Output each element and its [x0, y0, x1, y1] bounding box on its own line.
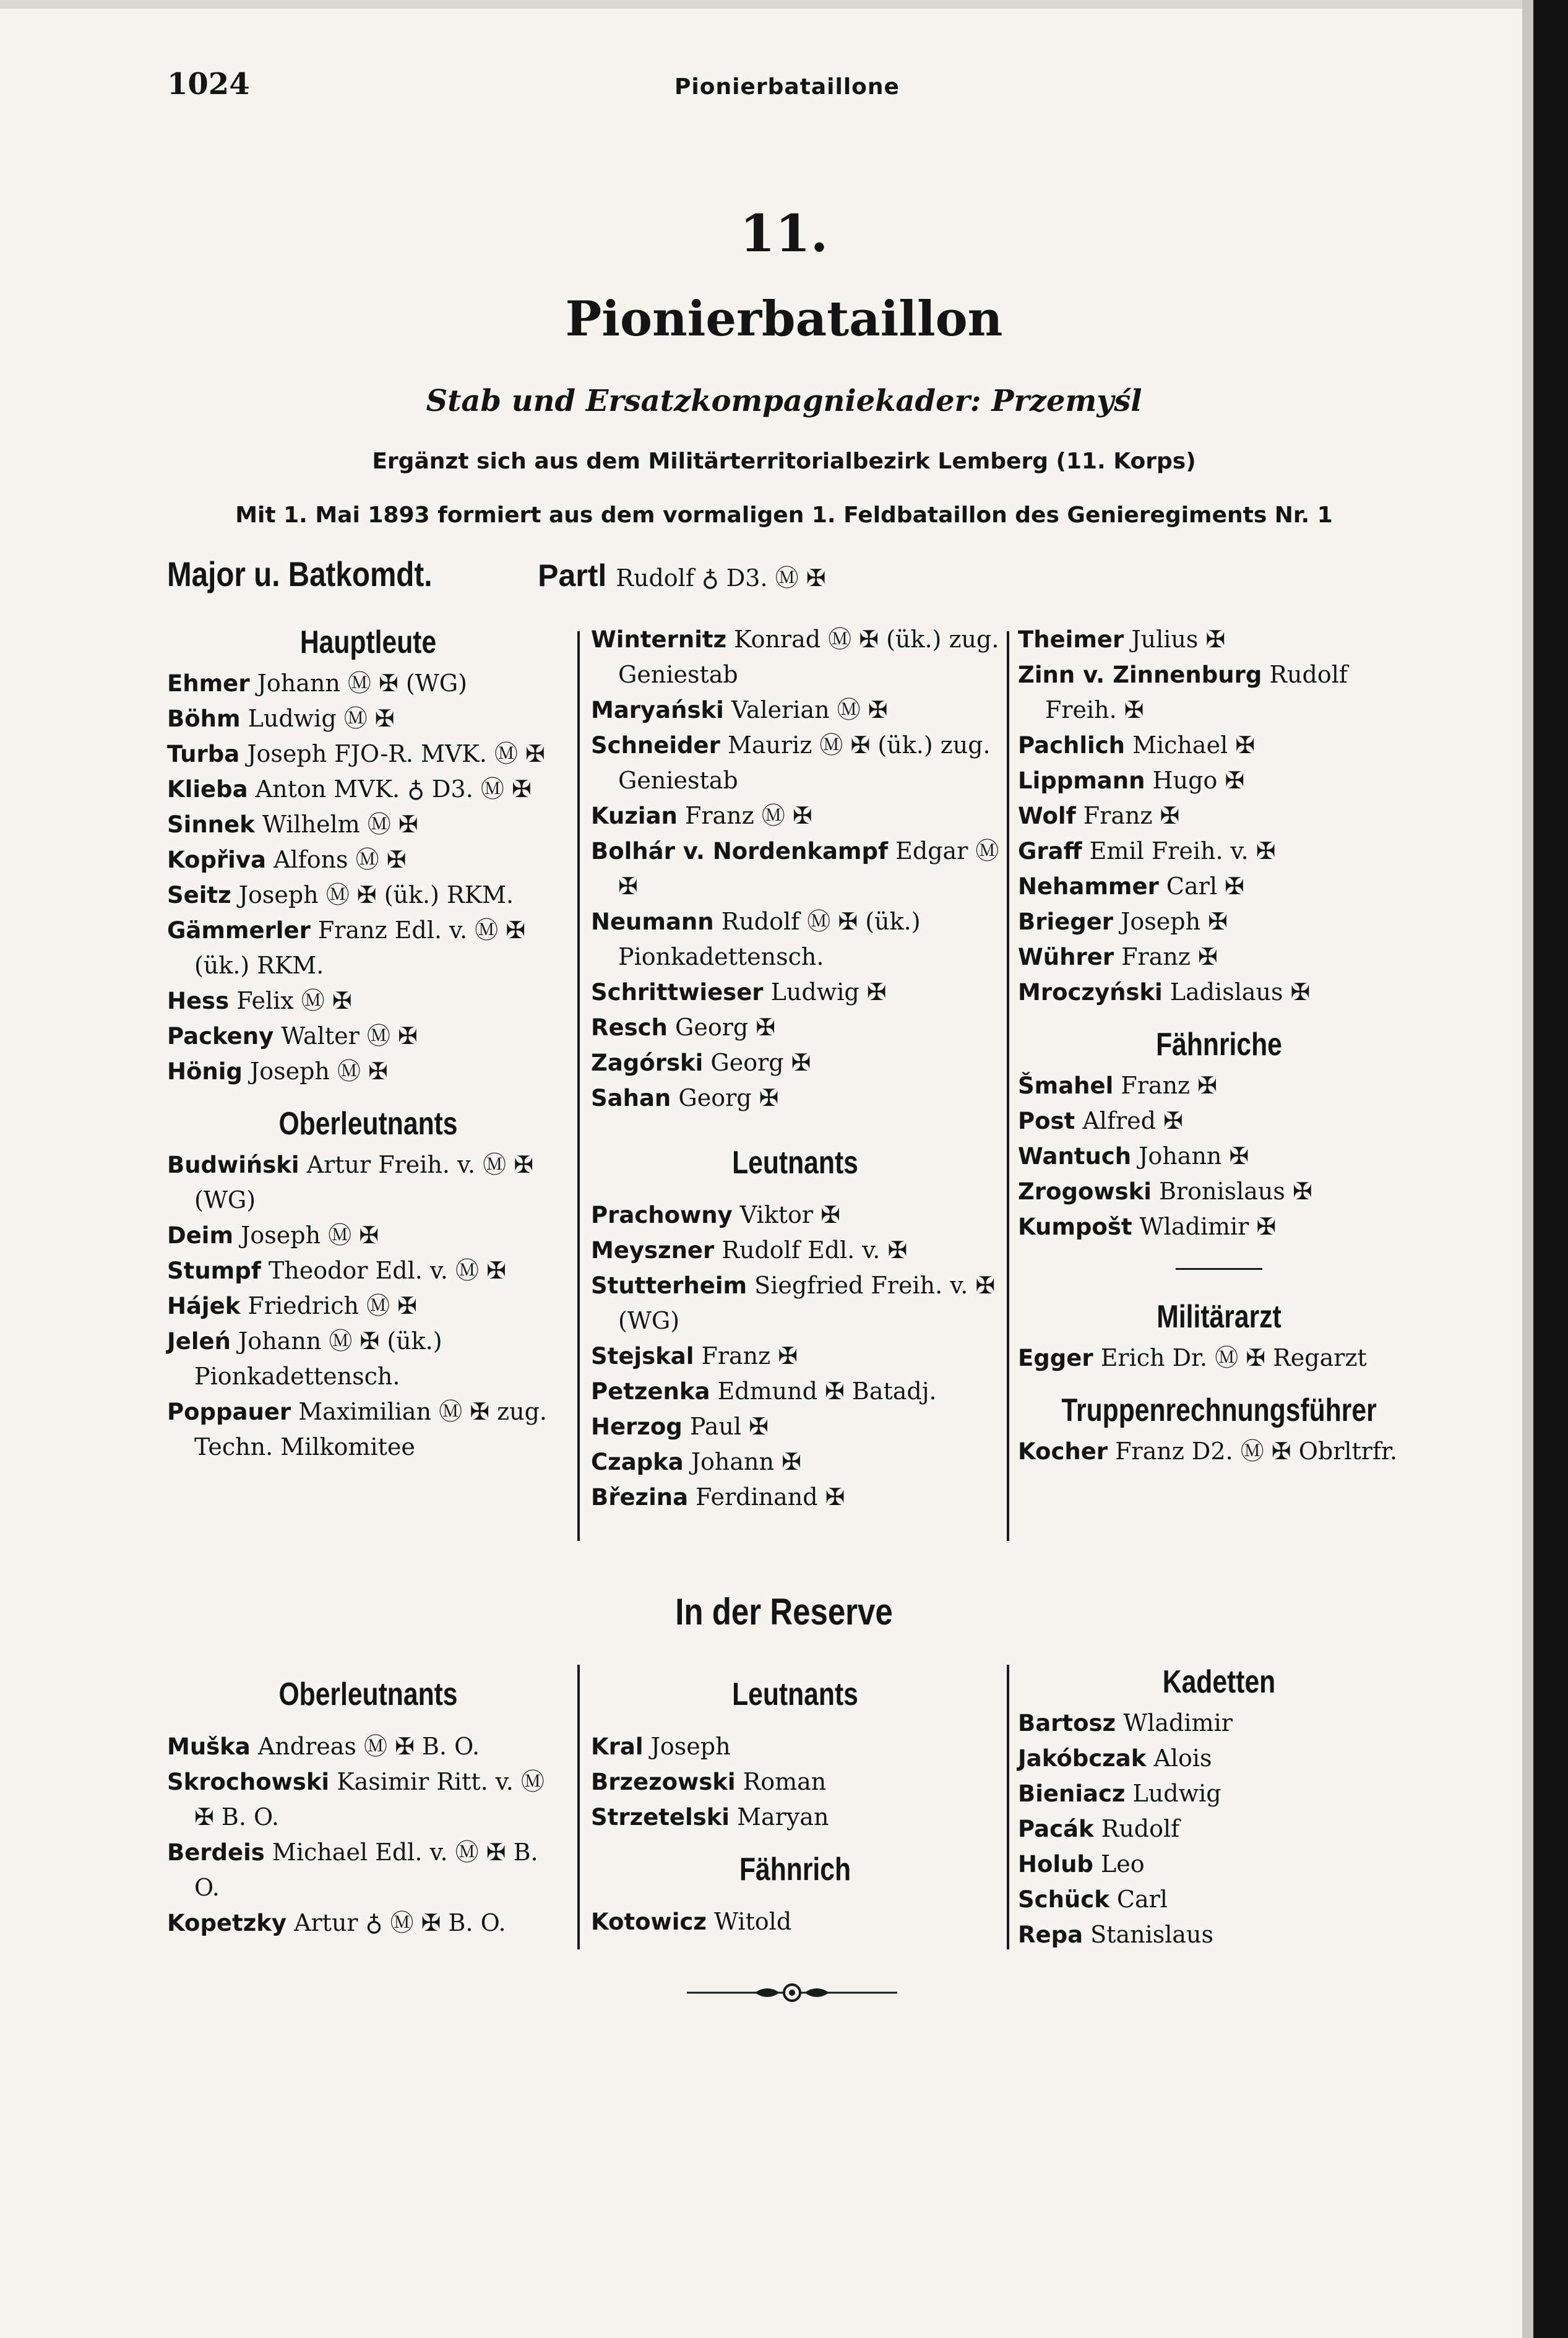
- entry-surname: Nehammer: [1018, 873, 1159, 900]
- roster-entry: [1018, 975, 1420, 1010]
- roster-entry: [591, 1268, 999, 1339]
- entry-details: Artur Freih. v. Ⓜ ✠ (WG): [194, 1151, 534, 1214]
- entry-details: Ladislaus ✠: [1170, 978, 1311, 1006]
- list-reserve-oberleutnants: [167, 1729, 569, 1941]
- roster-entry: [1018, 1847, 1420, 1882]
- entry-details: Wladimir ✠: [1139, 1213, 1277, 1240]
- roster-entry: [167, 983, 569, 1019]
- entry-details: Joseph Ⓜ ✠: [241, 1222, 379, 1249]
- entry-details: Edmund ✠ Batadj.: [717, 1378, 937, 1405]
- entry-details: Artur ♁ Ⓜ ✠ B. O.: [294, 1909, 506, 1936]
- roster-entry: [1018, 1434, 1420, 1469]
- subtitle-place: Przemyśl: [991, 384, 1142, 418]
- roster-entry: [167, 736, 569, 772]
- entry-surname: Post: [1018, 1108, 1075, 1134]
- roster-entry: [591, 622, 999, 692]
- roster-entry: [167, 701, 569, 736]
- entry-surname: Zagórski: [591, 1050, 704, 1076]
- entry-surname: Sahan: [591, 1085, 671, 1111]
- entry-surname: Kumpošt: [1018, 1214, 1132, 1240]
- entry-details: Carl ✠: [1166, 873, 1244, 900]
- commander-name: Partl: [538, 558, 607, 593]
- entry-details: Viktor ✠: [739, 1201, 840, 1228]
- entry-details: Johann Ⓜ ✠ (ük.) Pionkadettensch.: [194, 1327, 442, 1390]
- running-head: Pionierbataillone: [674, 74, 900, 100]
- list-hauptleute-cont: [591, 622, 999, 1116]
- entry-details: Johann Ⓜ ✠ (WG): [257, 670, 467, 697]
- entry-surname: Zinn v. Zinnenburg: [1018, 662, 1262, 688]
- recruitment-info: Ergänzt sich aus dem Militärterritorialbezirk Lemberg (11. Korps): [372, 449, 1196, 474]
- entry-surname: Stumpf: [167, 1257, 261, 1284]
- roster-entry: [591, 798, 999, 834]
- roster-entry: [1018, 939, 1420, 975]
- roster-entry: [1018, 1917, 1420, 1952]
- entry-surname: Březina: [591, 1484, 689, 1511]
- entry-surname: Egger: [1018, 1345, 1093, 1371]
- entry-details: Franz Edl. v. Ⓜ ✠ (ük.) RKM.: [194, 917, 526, 979]
- reserve-heading: In der Reserve: [675, 1591, 893, 1633]
- formation-info: Mit 1. Mai 1893 formiert aus dem vormaligen 1. Feldbataillon des Genieregiments Nr. 1: [235, 503, 1333, 528]
- ornament-divider-icon: [687, 1980, 897, 2005]
- entry-details: Friedrich Ⓜ ✠: [248, 1292, 417, 1319]
- entry-surname: Ehmer: [167, 670, 250, 697]
- entry-details: Ludwig: [1132, 1780, 1221, 1807]
- entry-details: Wladimir: [1123, 1709, 1233, 1736]
- entry-details: Hugo ✠: [1152, 767, 1245, 794]
- entry-details: Michael Edl. v. Ⓜ ✠ B. O.: [194, 1839, 538, 1901]
- entry-surname: Holub: [1018, 1851, 1093, 1878]
- roster-entry: [1018, 622, 1420, 657]
- entry-surname: Theimer: [1018, 626, 1124, 653]
- entry-details: Georg ✠: [678, 1084, 779, 1111]
- heading-leutnants: Leutnants: [732, 1145, 858, 1181]
- entry-surname: Packeny: [167, 1023, 274, 1050]
- entry-surname: Kocher: [1018, 1438, 1108, 1465]
- page-number: 1024: [167, 67, 250, 101]
- roster-entry: [1018, 834, 1420, 869]
- entry-details: Franz D2. Ⓜ ✠ Obrltrfr.: [1115, 1438, 1398, 1465]
- roster-entry: [591, 1233, 999, 1268]
- entry-details: Georg ✠: [710, 1049, 811, 1076]
- commander-line: [167, 554, 826, 594]
- entry-details: Erich Dr. Ⓜ ✠ Regarzt: [1100, 1344, 1367, 1371]
- entry-details: Kasimir Ritt. v. Ⓜ ✠ B. O.: [194, 1768, 545, 1831]
- roster-entry: [591, 1409, 999, 1444]
- roster-entry: [591, 1480, 999, 1515]
- roster-entry: [591, 1010, 999, 1045]
- roster-entry: [591, 728, 999, 798]
- entry-surname: Schrittwieser: [591, 979, 764, 1006]
- roster-entry: [167, 1253, 569, 1288]
- heading-reserve-kadetten: Kadetten: [1162, 1664, 1276, 1700]
- entry-surname: Klieba: [167, 776, 248, 803]
- entry-surname: Mroczyński: [1018, 979, 1163, 1006]
- entry-details: Theodor Edl. v. Ⓜ ✠: [268, 1257, 506, 1284]
- entry-details: Franz Ⓜ ✠: [684, 802, 812, 829]
- entry-surname: Winternitz: [591, 626, 727, 653]
- roster-entry: [591, 1197, 999, 1233]
- active-column-1: [167, 619, 569, 1465]
- entry-details: Siegfried Freih. v. ✠ (WG): [618, 1272, 996, 1334]
- entry-surname: Turba: [167, 741, 240, 767]
- list-reserve-leutnants: [591, 1729, 999, 1835]
- roster-entry: [167, 1288, 569, 1324]
- entry-details: Franz ✠: [701, 1342, 798, 1370]
- roster-entry: [1018, 1776, 1420, 1811]
- entry-surname: Wolf: [1018, 803, 1076, 829]
- commander-rank: Major u. Batkomdt.: [167, 554, 433, 593]
- entry-details: Ferdinand ✠: [696, 1483, 845, 1511]
- list-truppenrechnungsfuehrer: [1018, 1434, 1420, 1469]
- list-oberleutnants: [167, 1147, 569, 1465]
- roster-entry: [167, 1218, 569, 1253]
- scan-border: [1533, 0, 1568, 2338]
- entry-details: Joseph: [650, 1733, 731, 1760]
- entry-details: Rudolf: [1101, 1815, 1180, 1842]
- roster-entry: [1018, 1811, 1420, 1847]
- entry-details: Rudolf Edl. v. ✠: [722, 1236, 908, 1264]
- roster-entry: [1018, 1174, 1420, 1209]
- list-leutnants: [591, 1197, 999, 1515]
- roster-entry: [167, 1054, 569, 1089]
- heading-faehnriche: Fähnriche: [1156, 1027, 1282, 1063]
- roster-entry: [591, 1339, 999, 1374]
- roster-entry: [167, 1394, 569, 1465]
- roster-entry: [1018, 1139, 1420, 1174]
- roster-entry: [1018, 1340, 1420, 1376]
- entry-surname: Hess: [167, 988, 230, 1014]
- entry-surname: Pachlich: [1018, 732, 1126, 759]
- entry-surname: Bieniacz: [1018, 1780, 1126, 1807]
- entry-surname: Lippmann: [1018, 767, 1145, 794]
- heading-reserve-leutnants: Leutnants: [732, 1676, 858, 1712]
- column-divider-1: [577, 631, 580, 1541]
- entry-details: Ludwig Ⓜ ✠: [248, 705, 395, 732]
- entry-details: Rudolf Freih. ✠: [1045, 661, 1348, 723]
- entry-surname: Repa: [1018, 1922, 1083, 1948]
- entry-surname: Brieger: [1018, 908, 1114, 935]
- entry-details: Wilhelm Ⓜ ✠: [262, 811, 418, 838]
- entry-details: Joseph Ⓜ ✠: [250, 1058, 388, 1085]
- entry-surname: Bartosz: [1018, 1710, 1116, 1736]
- roster-entry: [591, 1904, 999, 1939]
- entry-details: Johann ✠: [691, 1448, 801, 1475]
- entry-details: Ludwig ✠: [770, 978, 887, 1006]
- roster-entry: [591, 1081, 999, 1116]
- roster-entry: [167, 1729, 569, 1764]
- roster-entry: [167, 1324, 569, 1394]
- entry-surname: Gämmerler: [167, 917, 311, 944]
- heading-reserve-oberleutnants: Oberleutnants: [278, 1676, 458, 1712]
- column-divider-3: [577, 1665, 580, 1949]
- entry-details: Joseph FJO-R. MVK. Ⓜ ✠: [247, 740, 545, 767]
- roster-entry: [1018, 1068, 1420, 1103]
- heading-reserve-faehnrich: Fähnrich: [739, 1852, 851, 1887]
- entry-surname: Neumann: [591, 908, 714, 935]
- entry-details: Maximilian Ⓜ ✠ zug. Techn. Milkomitee: [194, 1398, 548, 1460]
- entry-details: Walter Ⓜ ✠: [281, 1022, 418, 1050]
- entry-surname: Budwiński: [167, 1152, 299, 1178]
- entry-details: Witold: [713, 1908, 792, 1935]
- entry-surname: Graff: [1018, 838, 1082, 865]
- entry-details: Andreas Ⓜ ✠ B. O.: [257, 1733, 480, 1760]
- heading-oberleutnants: Oberleutnants: [278, 1106, 458, 1142]
- entry-details: Carl: [1116, 1886, 1168, 1913]
- entry-details: Julius ✠: [1131, 626, 1226, 653]
- section-subtitle: [0, 384, 1568, 418]
- roster-entry: [591, 1729, 999, 1764]
- roster-entry: [1018, 657, 1420, 728]
- roster-entry: [1018, 1209, 1420, 1244]
- roster-entry: [591, 692, 999, 728]
- entry-surname: Brzezowski: [591, 1769, 736, 1795]
- roster-entry: [591, 834, 999, 904]
- entry-surname: Kopetzky: [167, 1910, 286, 1936]
- entry-surname: Hájek: [167, 1293, 241, 1319]
- entry-details: Paul ✠: [689, 1413, 769, 1440]
- entry-surname: Czapka: [591, 1449, 684, 1475]
- entry-details: Joseph ✠: [1121, 908, 1228, 935]
- heading-hauptleute: Hauptleute: [299, 624, 437, 660]
- roster-entry: [591, 1374, 999, 1409]
- list-hauptleute: [167, 666, 569, 1089]
- roster-entry: [591, 1444, 999, 1480]
- entry-details: Georg ✠: [674, 1014, 776, 1041]
- entry-surname: Zrogowski: [1018, 1178, 1152, 1205]
- roster-entry: [1018, 904, 1420, 939]
- heading-militaerarzt: Militärarzt: [1157, 1299, 1282, 1335]
- page-gutter-shadow: [1522, 0, 1533, 2338]
- roster-entry: [167, 842, 569, 878]
- list-militaerarzt: [1018, 1340, 1420, 1376]
- entry-details: Franz ✠: [1083, 802, 1180, 829]
- reserve-column-1: [167, 1671, 569, 1941]
- roster-entry: [167, 1019, 569, 1054]
- roster-entry: [1018, 1882, 1420, 1917]
- page-top-edge: [0, 0, 1568, 9]
- roster-entry: [1018, 1103, 1420, 1139]
- entry-surname: Skrochowski: [167, 1769, 330, 1795]
- entry-details: Alfons Ⓜ ✠: [274, 846, 407, 873]
- entry-surname: Stejskal: [591, 1343, 694, 1370]
- entry-details: Joseph Ⓜ ✠ (ük.) RKM.: [238, 881, 514, 908]
- entry-surname: Kral: [591, 1733, 644, 1760]
- entry-details: Valerian Ⓜ ✠: [731, 696, 888, 723]
- entry-surname: Jakóbczak: [1018, 1745, 1147, 1772]
- roster-entry: [591, 1045, 999, 1081]
- roster-entry: [167, 807, 569, 842]
- roster-entry: [591, 1764, 999, 1800]
- entry-details: Edgar Ⓜ ✠: [618, 837, 999, 900]
- roster-entry: [167, 772, 569, 807]
- entry-surname: Bolhár v. Nordenkampf: [591, 838, 889, 865]
- entry-surname: Šmahel: [1018, 1072, 1114, 1099]
- entry-details: Mauriz Ⓜ ✠ (ük.) zug. Geniestab: [618, 731, 991, 794]
- entry-surname: Pacák: [1018, 1816, 1094, 1842]
- entry-surname: Resch: [591, 1014, 668, 1041]
- roster-entry: [167, 913, 569, 983]
- entry-surname: Seitz: [167, 882, 231, 908]
- entry-surname: Kotowicz: [591, 1909, 707, 1935]
- roster-entry: [167, 878, 569, 913]
- entry-surname: Maryański: [591, 697, 724, 723]
- entry-surname: Berdeis: [167, 1839, 265, 1866]
- entry-surname: Schneider: [591, 732, 720, 759]
- roster-entry: [167, 1147, 569, 1218]
- entry-details: Franz ✠: [1121, 943, 1218, 970]
- section-rule: [1176, 1268, 1262, 1270]
- column-divider-2: [1007, 631, 1009, 1541]
- entry-details: Alfred ✠: [1082, 1107, 1183, 1134]
- entry-surname: Stutterheim: [591, 1272, 747, 1299]
- entry-details: Franz ✠: [1121, 1072, 1217, 1099]
- entry-details: Anton MVK. ♁ D3. Ⓜ ✠: [255, 775, 532, 803]
- subtitle-label: Stab und Ersatzkompagniekader:: [426, 384, 981, 418]
- roster-entry: [167, 1835, 569, 1905]
- entry-surname: Jeleń: [167, 1328, 231, 1355]
- roster-entry: [1018, 869, 1420, 904]
- roster-entry: [1018, 1706, 1420, 1741]
- commander-details: Rudolf ♁ D3. Ⓜ ✠: [616, 564, 826, 592]
- heading-truppenrechnungsfuehrer: Truppenrechnungsführer: [1061, 1392, 1377, 1428]
- list-oberleutnants-cont: [1018, 622, 1420, 1010]
- section-title: Pionierbataillon: [565, 291, 1003, 347]
- roster-entry: [591, 904, 999, 975]
- roster-entry: [591, 975, 999, 1010]
- roster-entry: [1018, 728, 1420, 763]
- entry-surname: Deim: [167, 1222, 234, 1249]
- column-divider-4: [1007, 1665, 1009, 1949]
- entry-surname: Wührer: [1018, 944, 1114, 970]
- entry-surname: Poppauer: [167, 1399, 291, 1425]
- entry-details: Konrad Ⓜ ✠ (ük.) zug. Geniestab: [618, 626, 999, 688]
- active-column-2: [591, 622, 999, 1515]
- entry-surname: Muška: [167, 1733, 251, 1760]
- entry-surname: Herzog: [591, 1413, 683, 1440]
- roster-entry: [167, 1764, 569, 1835]
- entry-surname: Kuzian: [591, 803, 678, 829]
- entry-details: Roman: [743, 1768, 827, 1795]
- roster-entry: [1018, 763, 1420, 798]
- entry-details: Felix Ⓜ ✠: [236, 987, 352, 1014]
- entry-surname: Schück: [1018, 1886, 1109, 1913]
- section-number: 11.: [739, 204, 829, 264]
- entry-surname: Wantuch: [1018, 1143, 1132, 1170]
- entry-details: Rudolf Ⓜ ✠ (ük.) Pionkadettensch.: [618, 908, 921, 970]
- entry-details: Stanislaus: [1090, 1921, 1214, 1948]
- list-faehnriche: [1018, 1068, 1420, 1244]
- roster-entry: [591, 1800, 999, 1835]
- entry-details: Emil Freih. v. ✠: [1089, 837, 1276, 865]
- entry-surname: Meyszner: [591, 1237, 715, 1264]
- active-column-3: [1018, 622, 1420, 1469]
- reserve-column-3: [1018, 1659, 1420, 1952]
- list-reserve-faehnrich: [591, 1904, 999, 1939]
- entry-surname: Prachowny: [591, 1202, 733, 1228]
- entry-surname: Böhm: [167, 705, 241, 732]
- list-reserve-kadetten: [1018, 1706, 1420, 1952]
- entry-details: Johann ✠: [1139, 1142, 1249, 1170]
- entry-surname: Kopřiva: [167, 847, 266, 873]
- entry-details: Maryan: [737, 1803, 829, 1831]
- roster-entry: [1018, 798, 1420, 834]
- roster-entry: [167, 1905, 569, 1941]
- roster-entry: [1018, 1741, 1420, 1776]
- entry-surname: Strzetelski: [591, 1804, 730, 1831]
- entry-surname: Sinnek: [167, 811, 255, 838]
- entry-details: Michael ✠: [1132, 731, 1256, 759]
- entry-details: Leo: [1101, 1850, 1145, 1878]
- entry-details: Alois: [1153, 1745, 1212, 1772]
- entry-surname: Hönig: [167, 1058, 243, 1085]
- entry-details: Bronislaus ✠: [1159, 1178, 1312, 1205]
- entry-surname: Petzenka: [591, 1378, 710, 1405]
- roster-entry: [167, 666, 569, 701]
- reserve-column-2: [591, 1671, 999, 1939]
